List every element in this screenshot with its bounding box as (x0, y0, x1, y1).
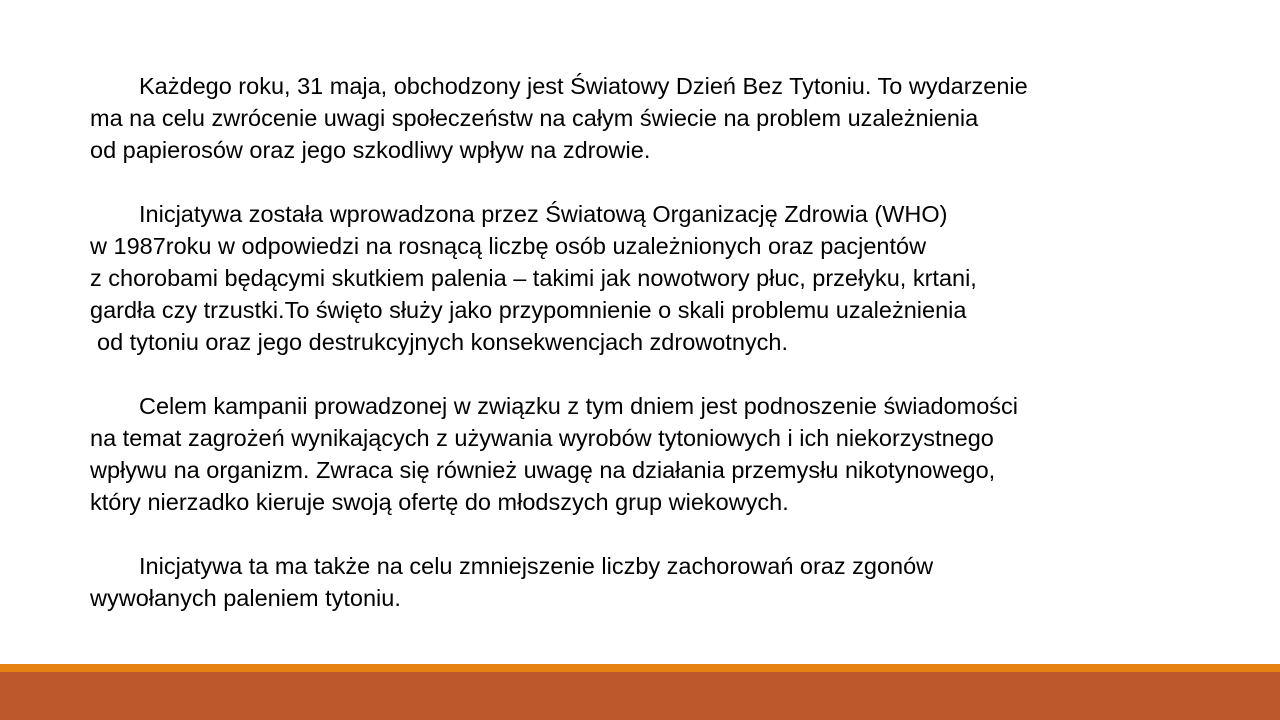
paragraph-line: który nierzadko kieruje swoją ofertę do młodszych grup wiekowych. (90, 489, 789, 515)
paragraph-4 (90, 550, 1220, 614)
footer-bar (0, 672, 1280, 720)
paragraph-line: Każdego roku, 31 maja, obchodzony jest Światowy Dzień Bez Tytoniu. To wydarzenie (139, 73, 1028, 99)
paragraph-line: gardła czy trzustki.To święto służy jako przypomnienie o skali problemu uzależnienia (90, 297, 967, 323)
paragraph-line: Celem kampanii prowadzonej w związku z tym dniem jest podnoszenie świadomości (139, 393, 1019, 419)
footer-accent-stripe (0, 664, 1280, 672)
paragraph-line: wpływu na organizm. Zwraca się również uwagę na działania przemysłu nikotynowego, (90, 457, 996, 483)
paragraph-line: wywołanych paleniem tytoniu. (90, 585, 401, 611)
paragraph-1 (90, 70, 1220, 166)
paragraph-3 (90, 390, 1220, 518)
paragraph-line: od tytoniu oraz jego destrukcyjnych konsekwencjach zdrowotnych. (97, 329, 789, 355)
paragraph-line: ma na celu zwrócenie uwagi społeczeństw na całym świecie na problem uzależnienia (90, 105, 979, 131)
paragraph-2 (90, 198, 1220, 358)
paragraph-line: Inicjatywa ta ma także na celu zmniejszenie liczby zachorowań oraz zgonów (139, 553, 934, 579)
paragraph-line: na temat zagrożeń wynikających z używania wyrobów tytoniowych i ich niekorzystnego (90, 425, 994, 451)
paragraph-line: od papierosów oraz jego szkodliwy wpływ na zdrowie. (90, 137, 651, 163)
paragraph-line: w 1987roku w odpowiedzi na rosnącą liczbę osób uzależnionych oraz pacjentów (90, 233, 927, 259)
slide-body (90, 70, 1220, 646)
paragraph-line: Inicjatywa została wprowadzona przez Światową Organizację Zdrowia (WHO) (139, 201, 948, 227)
paragraph-line: z chorobami będącymi skutkiem palenia – takimi jak nowotwory płuc, przełyku, krtani, (90, 265, 977, 291)
